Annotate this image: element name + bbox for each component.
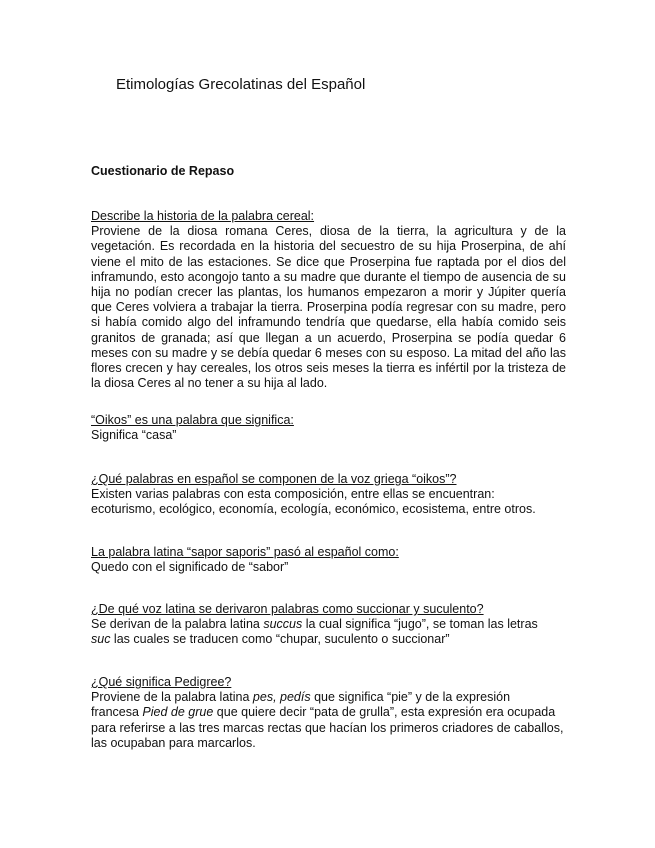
qa-block-sapor <box>91 545 566 575</box>
answer-segment: la cual significa “jugo”, se toman las letras <box>302 617 538 632</box>
answer-text <box>91 617 566 647</box>
answer-text: Quedo con el significado de “sabor” <box>91 560 289 575</box>
answer-segment: que quiere decir “pata de grulla”, esta expresión era ocupada para referirse a las tres marcas rectas que hacían los primeros criadores de caballos, las ocupaban para marcarlos. <box>91 705 564 750</box>
answer-text <box>91 690 566 751</box>
qa-block-cereal <box>91 209 566 391</box>
answer-text: Proviene de la diosa romana Ceres, diosa de la tierra, la agricultura y de la vegetación. Es recordada en la historia del secuestro de su hija Proserpina, de ahí viene el mito de las estaciones. Se dice que Proserpina fue raptada por el dios del inframundo, esto acongojo tanto a su madre que durante el tiempo de ausencia de su hija no podían crecer las plantas, los humanos empezaron a morir y Júpiter quería que Ceres volviera a trabajar la tierra. Proserpina podía regresar con su madre, pero si había comido algo del inframundo tendría que quedarse, ella había comido seis granitos de granada; así que llegan a un acuerdo, Proserpina se podía quedar 6 meses con su madre y se debía quedar 6 meses con su esposo. La mitad del año las flores crecen y hay cereales, los otros seis meses la tierra es infértil por la tristeza de la diosa Ceres al no tener a su hija al lado. <box>91 224 566 391</box>
document-title: Etimologías Grecolatinas del Español <box>116 76 366 93</box>
answer-segment: Proviene de la palabra latina <box>91 690 253 705</box>
answer-segment: Se derivan de la palabra latina <box>91 617 264 632</box>
answer-italic-term: pes, pedís <box>252 690 311 705</box>
qa-block-succus <box>91 602 566 648</box>
answer-text: Significa “casa” <box>91 428 177 443</box>
answer-segment: las cuales se traducen como “chupar, suculento o succionar” <box>110 632 450 647</box>
question-text: ¿Qué significa Pedigree? <box>91 675 232 689</box>
answer-italic-term: succus <box>263 617 303 632</box>
section-heading: Cuestionario de Repaso <box>91 164 235 178</box>
question-text: La palabra latina “sapor saporis” pasó al español como: <box>91 545 399 559</box>
qa-block-pedigree <box>91 675 566 751</box>
answer-text-line-2: ecoturismo, ecológico, economía, ecología, económico, ecosistema, entre otros. <box>91 502 536 517</box>
answer-italic-term: Pied de grue <box>142 705 214 720</box>
question-text: “Oikos” es una palabra que significa: <box>91 413 294 427</box>
question-text: ¿Qué palabras en español se componen de la voz griega “oikos”? <box>91 472 457 486</box>
answer-text-line-1: Existen varias palabras con esta composición, entre ellas se encuentran: <box>91 487 495 502</box>
qa-block-oikos-meaning <box>91 413 566 443</box>
question-text: Describe la historia de la palabra cereal: <box>91 209 315 223</box>
question-text: ¿De qué voz latina se derivaron palabras como succionar y suculento? <box>91 602 484 616</box>
answer-segment: francesa <box>91 705 143 720</box>
qa-block-oikos-words <box>91 472 566 518</box>
answer-italic-term: suc <box>91 632 111 647</box>
answer-segment: que significa “pie” y de la expresión <box>310 690 511 705</box>
